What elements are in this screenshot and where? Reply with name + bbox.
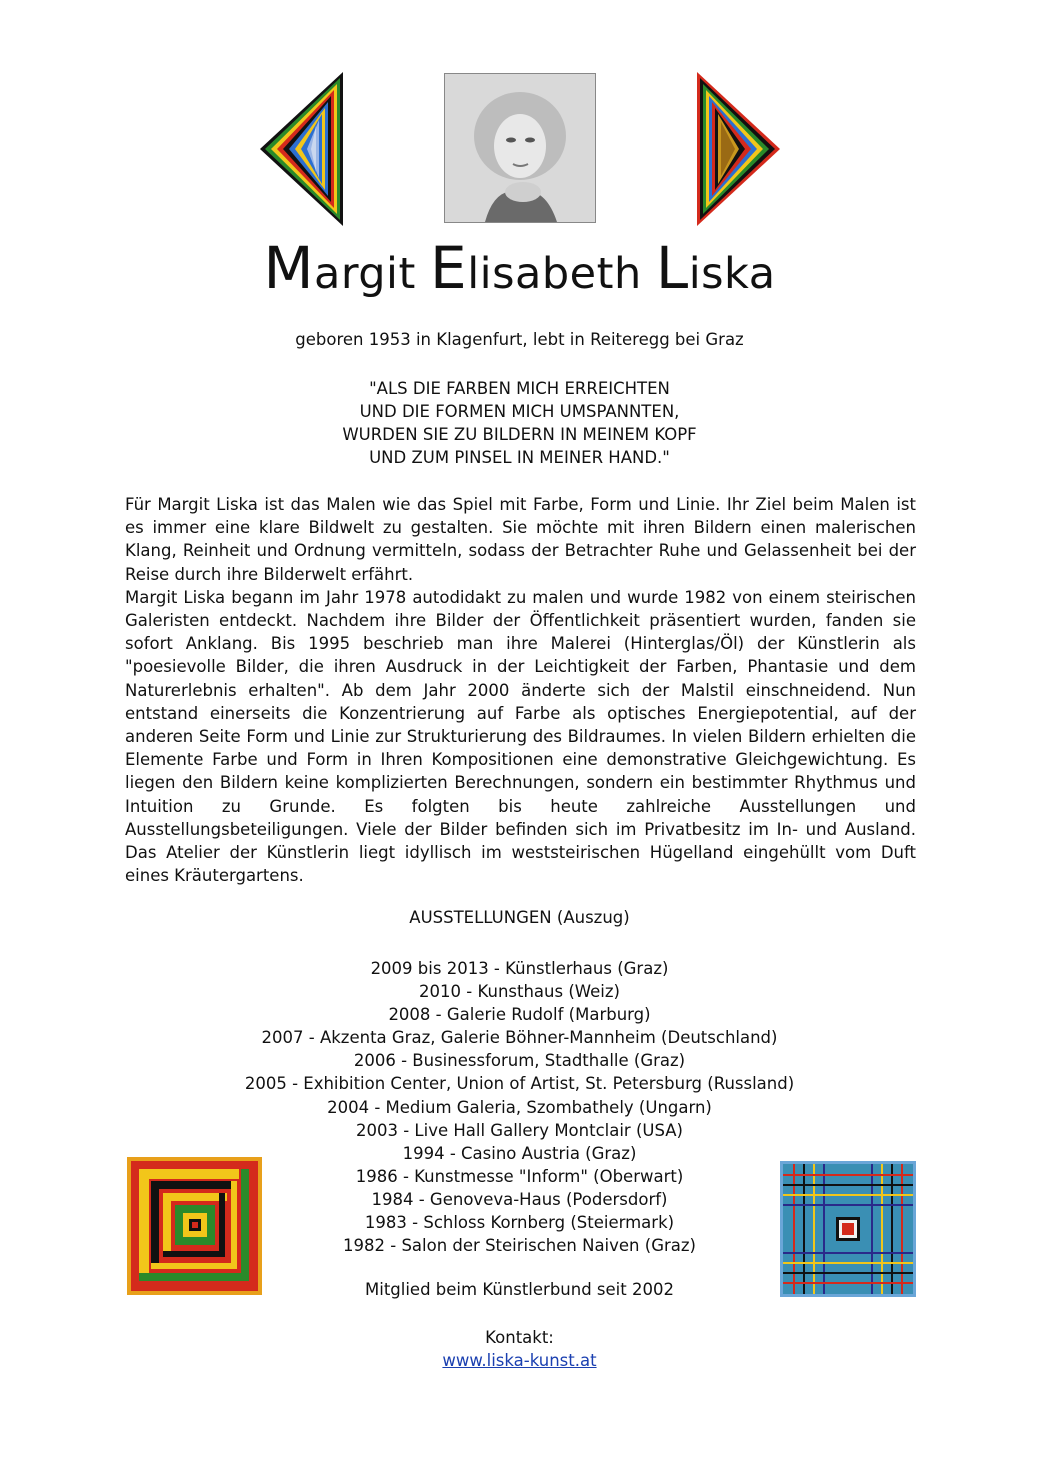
quote-line: WURDEN SIE ZU BILDERN IN MEINEM KOPF xyxy=(342,425,697,444)
exhibition-item: 2008 - Galerie Rudolf (Marburg) xyxy=(388,1005,651,1025)
contact-block xyxy=(0,1326,1039,1372)
artist-portrait xyxy=(444,73,596,223)
bio-paragraph: Für Margit Liska ist das Malen wie das Spiel mit Farbe, Form und Linie. Ihr Ziel beim Malen ist es immer eine klare Bildwelt zu gestalten. Sie möchte mit ihren Bildern einen malerischen Klang, Reinheit und Ordnung vermitteln, sodass der Betrachter Ruhe und Gelassenheit bei der Reise durch ihre Bilderwelt erfährt. xyxy=(125,495,916,584)
left-triangle-artwork xyxy=(258,70,345,228)
artist-quote xyxy=(0,377,1039,469)
bio-paragraph: Margit Liska begann im Jahr 1978 autodidakt zu malen und wurde 1982 von einem steirischen Galeristen entdeckt. Nachdem ihre Bilder der Öffentlichkeit präsentiert wurden, fanden sie sofort Anklang. Bis 1995 beschrieb man ihre Malerei (Hinterglas/Öl) der Künstlerin als "poesievolle Bilder, die ihren Ausdruck in der Leichtigkeit der Farben, Phantasie und dem Naturerlebnis erhalten". Ab dem Jahr 2000 änderte sich der Malstil einschneidend. Nun entstand einerseits die Konzentrierung auf Farbe als optisches Energiepotential, auf der anderen Seite Form und Linie zur Strukturierung des Bildraumes. In vielen Bildern erhielten die Elemente Farbe und Form in Ihren Kompositionen eine demonstrative Gleichgewichtung. Es liegen den Bildern keine komplizierten Berechnungen, sondern ein bestimmter Rhythmus und Intuition zu Grunde. Es folgten bis heute zahlreiche Ausstellungen und Ausstellungsbeteiligungen. Viele der Bilder befinden sich im Privatbesitz im In- und Ausland. Das Atelier der Künstlerin liegt idyllisch im weststeirischen Hügelland eingehüllt vom Duft eines Kräutergartens. xyxy=(125,587,916,886)
exhibition-item: 2006 - Businessforum, Stadthalle (Graz) xyxy=(353,1051,686,1071)
quote-line: "ALS DIE FARBEN MICH ERREICHTEN xyxy=(369,379,670,398)
website-link[interactable]: www.liska-kunst.at xyxy=(442,1351,597,1370)
exhibition-item: 1986 - Kunstmesse "Inform" (Oberwart) xyxy=(355,1166,684,1186)
exhibitions-heading-label: AUSSTELLUNGEN xyxy=(409,908,552,927)
exhibition-item: 2010 - Kunsthaus (Weiz) xyxy=(419,982,620,1002)
exhibition-item: 1982 - Salon der Steirischen Naiven (Graz) xyxy=(343,1236,696,1256)
membership-note: Mitglied beim Künstlerbund seit 2002 xyxy=(365,1280,674,1299)
exhibition-item: 1994 - Casino Austria (Graz) xyxy=(402,1143,637,1163)
artist-subtitle: geboren 1953 in Klagenfurt, lebt in Reiteregg bei Graz xyxy=(295,330,744,349)
name-part-first: Margit xyxy=(263,234,416,302)
square-artwork-left xyxy=(127,1157,262,1295)
exhibition-item: 1984 - Genoveva-Haus (Podersdorf) xyxy=(371,1189,668,1209)
right-triangle-artwork xyxy=(695,70,782,228)
exhibition-item: 2007 - Akzenta Graz, Galerie Böhner-Mannheim (Deutschland) xyxy=(261,1028,778,1048)
square-artwork-right xyxy=(780,1161,916,1297)
exhibitions-heading xyxy=(0,908,1039,927)
exhibition-item: 2003 - Live Hall Gallery Montclair (USA) xyxy=(356,1120,683,1140)
exhibition-item: 2005 - Exhibition Center, Union of Artist, St. Petersburg (Russland) xyxy=(244,1074,795,1094)
biography xyxy=(125,493,916,887)
exhibitions-heading-note: (Auszug) xyxy=(556,908,630,927)
artist-name-title xyxy=(0,234,1039,304)
exhibition-item: 2004 - Medium Galeria, Szombathely (Ungarn) xyxy=(327,1097,712,1117)
name-part-middle: Elisabeth xyxy=(430,234,642,302)
exhibition-item: 2009 bis 2013 - Künstlerhaus (Graz) xyxy=(370,959,669,978)
contact-label: Kontakt: xyxy=(485,1328,554,1347)
quote-line: UND ZUM PINSEL IN MEINER HAND." xyxy=(369,448,670,467)
quote-line: UND DIE FORMEN MICH UMSPANNTEN, xyxy=(359,402,680,421)
exhibition-item: 1983 - Schloss Kornberg (Steiermark) xyxy=(364,1213,675,1233)
name-part-last: Liska xyxy=(655,234,776,302)
